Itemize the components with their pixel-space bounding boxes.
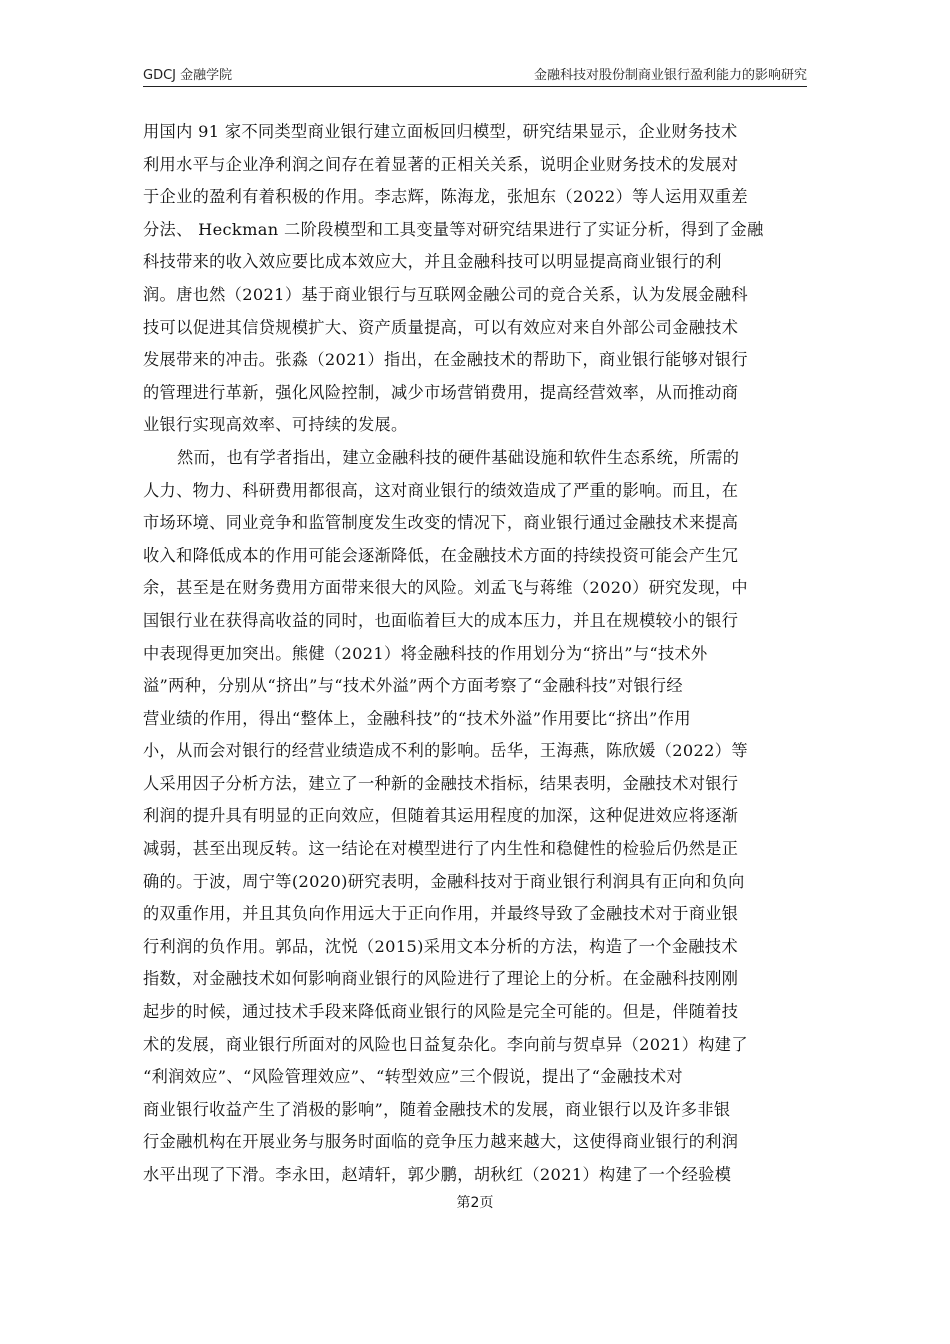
text-line: 的双重作用，并且其负向作用远大于正向作用，并最终导致了金融技术对于商业银	[143, 904, 739, 924]
text-line: 中表现得更加突出。熊健（2021）将金融科技的作用划分为“挤出”与“技术外	[143, 643, 708, 663]
text-line: 行金融机构在开展业务与服务时面临的竞争压力越来越大，这使得商业银行的利润	[143, 1132, 739, 1152]
text-line: 水平出现了下滑。李永田，赵靖轩，郭少鹏，胡秋红（2021）构建了一个经验模	[143, 1165, 732, 1184]
body-text	[143, 116, 811, 1192]
page-number: 第2页	[456, 1195, 494, 1211]
text-line: 行利润的负作用。郭品，沈悦（2015)采用文本分析的方法，构造了一个金融技术	[143, 936, 738, 956]
paragraph	[143, 116, 811, 442]
text-line: 营业绩的作用，得出“整体上，金融科技”的“技术外溢”作用要比“挤出”作用	[143, 708, 691, 728]
text-line: 减弱，甚至出现反转。这一结论在对模型进行了内生性和稳健性的检验后仍然是正	[143, 839, 739, 859]
text-line: “利润效应”、“风险管理效应”、“转型效应”三个假说，提出了“金融技术对	[143, 1067, 683, 1087]
text-line: 术的发展，商业银行所面对的风险也日益复杂化。李向前与贺卓异（2021）构建了	[143, 1034, 748, 1054]
text-line: 市场环境、同业竞争和监管制度发生改变的情况下，商业银行通过金融技术来提高	[143, 513, 739, 533]
text-line: 润。唐也然（2021）基于商业银行与互联网金融公司的竞合关系，认为发展金融科	[143, 284, 748, 304]
text-line: 利润的提升具有明显的正向效应，但随着其运用程度的加深，这种促进效应将逐渐	[143, 806, 739, 826]
header-school-label: GDCJ 金融学院	[143, 68, 233, 83]
text-line: 分法、 Heckman 二阶段模型和工具变量等对研究结果进行了实证分析，得到了金融	[143, 219, 764, 239]
text-line: 发展带来的冲击。张淼（2021）指出，在金融技术的帮助下，商业银行能够对银行	[143, 350, 748, 370]
text-line: 的管理进行革新，强化风险控制，减少市场营销费用，提高经营效率，从而推动商	[143, 382, 739, 402]
text-line: 收入和降低成本的作用可能会逐渐降低，在金融技术方面的持续投资可能会产生冗	[143, 545, 739, 565]
text-line: 商业银行收益产生了消极的影响”，随着金融技术的发展，商业银行以及许多非银	[143, 1099, 731, 1119]
text-line: 技可以促进其信贷规模扩大、资产质量提高，可以有效应对来自外部公司金融技术	[143, 317, 739, 337]
text-line: 指数，对金融技术如何影响商业银行的风险进行了理论上的分析。在金融科技刚刚	[143, 969, 739, 989]
text-line: 人采用因子分析方法，建立了一种新的金融技术指标，结果表明，金融技术对银行	[143, 773, 739, 793]
paragraph	[143, 442, 811, 1192]
page-header	[143, 64, 807, 87]
text-line: 然而，也有学者指出，建立金融科技的硬件基础设施和软件生态系统，所需的	[177, 447, 740, 467]
text-line: 人力、物力、科研费用都很高，这对商业银行的绩效造成了严重的影响。而且，在	[143, 480, 739, 500]
text-line: 科技带来的收入效应要比成本效应大，并且金融科技可以明显提高商业银行的利	[143, 252, 722, 272]
text-line: 于企业的盈利有着积极的作用。李志辉，陈海龙，张旭东（2022）等人运用双重差	[143, 187, 748, 207]
text-line: 溢”两种，分别从“挤出”与“技术外溢”两个方面考察了“金融科技”对银行经	[143, 676, 683, 696]
text-line: 确的。于波，周宁等(2020)研究表明，金融科技对于商业银行利润具有正向和负向	[143, 871, 745, 891]
text-line: 起步的时候，通过技术手段来降低商业银行的风险是完全可能的。但是，伴随着技	[143, 1002, 739, 1022]
text-line: 国银行业在获得高收益的同时，也面临着巨大的成本压力，并且在规模较小的银行	[143, 610, 739, 630]
header-thesis-title: 金融科技对股份制商业银行盈利能力的影响研究	[533, 68, 807, 83]
text-line: 小，从而会对银行的经营业绩造成不利的影响。岳华，王海燕，陈欣媛（2022）等	[143, 741, 748, 761]
text-line: 余，甚至是在财务费用方面带来很大的风险。刘孟飞与蒋维（2020）研究发现，中	[143, 578, 748, 598]
text-line: 业银行实现高效率、可持续的发展。	[143, 415, 408, 435]
text-line: 用国内 91 家不同类型商业银行建立面板回归模型，研究结果显示，企业财务技术	[143, 122, 738, 141]
text-line: 利用水平与企业净利润之间存在着显著的正相关关系，说明企业财务技术的发展对	[143, 154, 739, 174]
